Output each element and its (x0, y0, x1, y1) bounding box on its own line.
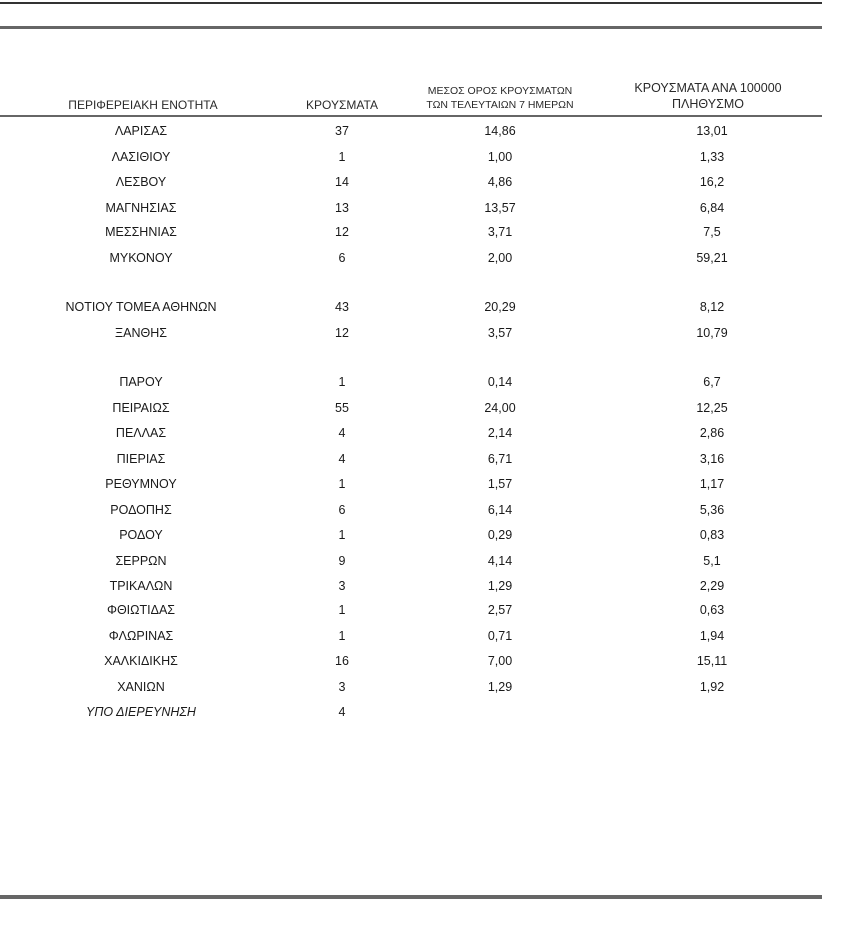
top-rule (0, 2, 822, 4)
top-rule-thick (0, 26, 822, 29)
table-row (0, 579, 850, 599)
cell-per-100k: 15,11 (696, 654, 728, 668)
cell-region: ΧΑΛΚΙΔΙΚΗΣ (104, 654, 178, 668)
cell-region: ΜΕΣΣΗΝΙΑΣ (105, 225, 177, 239)
cell-cases: 3 (338, 579, 346, 593)
cell-cases: 1 (338, 375, 346, 389)
cell-average: 13,57 (484, 201, 516, 215)
table-row (0, 300, 850, 320)
cell-cases: 1 (338, 477, 346, 491)
cell-per-100k: 6,84 (699, 201, 725, 215)
cell-region: ΛΕΣΒΟΥ (115, 175, 167, 189)
cell-per-100k: 10,79 (696, 326, 728, 340)
cell-per-100k: 2,86 (699, 426, 725, 440)
table-row (0, 680, 850, 700)
cell-region: ΣΕΡΡΩΝ (115, 554, 167, 568)
cell-region: ΡΟΔΟΥ (119, 528, 163, 542)
cell-region: ΞΑΝΘΗΣ (115, 326, 167, 340)
header-region: ΠΕΡΙΦΕΡΕΙΑΚΗ ΕΝΟΤΗΤΑ (68, 98, 218, 112)
cell-cases: 14 (335, 175, 349, 189)
cell-average: 6,14 (487, 503, 513, 517)
cell-average: 4,86 (487, 175, 513, 189)
table-row (0, 603, 850, 623)
cell-average: 20,29 (484, 300, 516, 314)
cell-average: 0,29 (487, 528, 513, 542)
cell-region: ΡΟΔΟΠΗΣ (110, 503, 172, 517)
cell-cases: 12 (335, 326, 349, 340)
cell-per-100k: 3,16 (699, 452, 725, 466)
table-row (0, 251, 850, 271)
cell-per-100k: 16,2 (699, 175, 725, 189)
header-cases-per-100k (608, 80, 808, 112)
cell-average: 2,14 (487, 426, 513, 440)
cell-average: 24,00 (484, 401, 516, 415)
header-per100k-line2: ΠΛΗΘΥΣΜΟ (672, 97, 744, 111)
cell-average: 0,71 (487, 629, 513, 643)
table-row (0, 503, 850, 523)
header-per100k-line1: ΚΡΟΥΣΜΑΤΑ ΑΝΑ 100000 (634, 81, 782, 95)
table-row (0, 326, 850, 346)
header-cases: ΚΡΟΥΣΜΑΤΑ (306, 98, 378, 112)
cell-region: ΠΙΕΡΙΑΣ (116, 452, 166, 466)
cell-cases: 16 (335, 654, 349, 668)
cell-cases: 4 (338, 705, 346, 719)
table-row (0, 225, 850, 245)
table-row (0, 150, 850, 170)
cell-region: ΤΡΙΚΑΛΩΝ (109, 579, 173, 593)
cell-per-100k: 12,25 (696, 401, 728, 415)
cell-per-100k: 1,17 (699, 477, 725, 491)
cell-region: ΝΟΤΙΟΥ ΤΟΜΕΑ ΑΘΗΝΩΝ (65, 300, 217, 314)
table-row (0, 401, 850, 421)
cell-average: 1,29 (487, 579, 513, 593)
cell-region: ΦΘΙΩΤΙΔΑΣ (106, 603, 176, 617)
cell-average: 4,14 (487, 554, 513, 568)
cell-region: ΡΕΘΥΜΝΟΥ (105, 477, 177, 491)
cell-cases: 1 (338, 629, 346, 643)
cell-cases: 55 (335, 401, 349, 415)
cell-average: 14,86 (484, 124, 516, 138)
cell-region: ΥΠΟ ΔΙΕΡΕΥΝΗΣΗ (86, 705, 196, 719)
cell-per-100k: 2,29 (699, 579, 725, 593)
table-row (0, 175, 850, 195)
cell-average: 7,00 (487, 654, 513, 668)
cell-per-100k: 5,36 (699, 503, 725, 517)
table-row (0, 654, 850, 674)
cell-per-100k: 1,33 (699, 150, 725, 164)
cell-cases: 37 (335, 124, 349, 138)
table-row (0, 124, 850, 144)
cell-cases: 6 (338, 503, 346, 517)
header-average-7-days (400, 84, 600, 112)
cell-per-100k: 0,63 (699, 603, 725, 617)
table-row (0, 375, 850, 395)
cell-cases: 43 (335, 300, 349, 314)
table-row (0, 201, 850, 221)
cell-per-100k: 1,92 (699, 680, 725, 694)
cell-per-100k: 8,12 (699, 300, 725, 314)
header-average-line2: ΤΩΝ ΤΕΛΕΥΤΑΙΩΝ 7 ΗΜΕΡΩΝ (426, 99, 574, 111)
cell-region: ΛΑΣΙΘΙΟΥ (111, 150, 171, 164)
cell-cases: 3 (338, 680, 346, 694)
cell-region: ΠΕΛΛΑΣ (115, 426, 167, 440)
cell-average: 6,71 (487, 452, 513, 466)
cell-average: 1,29 (487, 680, 513, 694)
cell-average: 3,71 (487, 225, 513, 239)
cell-per-100k: 5,1 (703, 554, 721, 568)
cell-cases: 1 (338, 528, 346, 542)
table-row (0, 705, 850, 725)
cell-cases: 13 (335, 201, 349, 215)
table-row (0, 477, 850, 497)
cell-average: 1,00 (487, 150, 513, 164)
cell-cases: 4 (338, 452, 346, 466)
table-row (0, 629, 850, 649)
cell-average: 2,57 (487, 603, 513, 617)
bottom-rule (0, 895, 822, 899)
header-rule (0, 115, 822, 117)
cell-per-100k: 0,83 (699, 528, 725, 542)
cell-region: ΠΑΡΟΥ (119, 375, 163, 389)
cell-cases: 4 (338, 426, 346, 440)
cell-region: ΜΥΚΟΝΟΥ (109, 251, 173, 265)
cell-region: ΜΑΓΝΗΣΙΑΣ (105, 201, 177, 215)
cell-region: ΠΕΙΡΑΙΩΣ (112, 401, 170, 415)
cell-region: ΦΛΩΡΙΝΑΣ (108, 629, 174, 643)
cell-per-100k: 6,7 (703, 375, 721, 389)
cell-cases: 6 (338, 251, 346, 265)
cell-average: 0,14 (487, 375, 513, 389)
cell-per-100k: 13,01 (696, 124, 728, 138)
table-row (0, 554, 850, 574)
cell-per-100k: 7,5 (703, 225, 721, 239)
cell-cases: 1 (338, 150, 346, 164)
cell-cases: 1 (338, 603, 346, 617)
header-average-line1: ΜΕΣΟΣ ΟΡΟΣ ΚΡΟΥΣΜΑΤΩΝ (427, 85, 573, 97)
table-row (0, 528, 850, 548)
table-row (0, 426, 850, 446)
cell-region: ΧΑΝΙΩΝ (117, 680, 165, 694)
cell-average: 2,00 (487, 251, 513, 265)
cell-per-100k: 1,94 (699, 629, 725, 643)
cell-region: ΛΑΡΙΣΑΣ (114, 124, 168, 138)
cell-cases: 12 (335, 225, 349, 239)
cell-average: 1,57 (487, 477, 513, 491)
cell-average: 3,57 (487, 326, 513, 340)
cell-per-100k: 59,21 (696, 251, 728, 265)
cell-cases: 9 (338, 554, 346, 568)
table-row (0, 452, 850, 472)
